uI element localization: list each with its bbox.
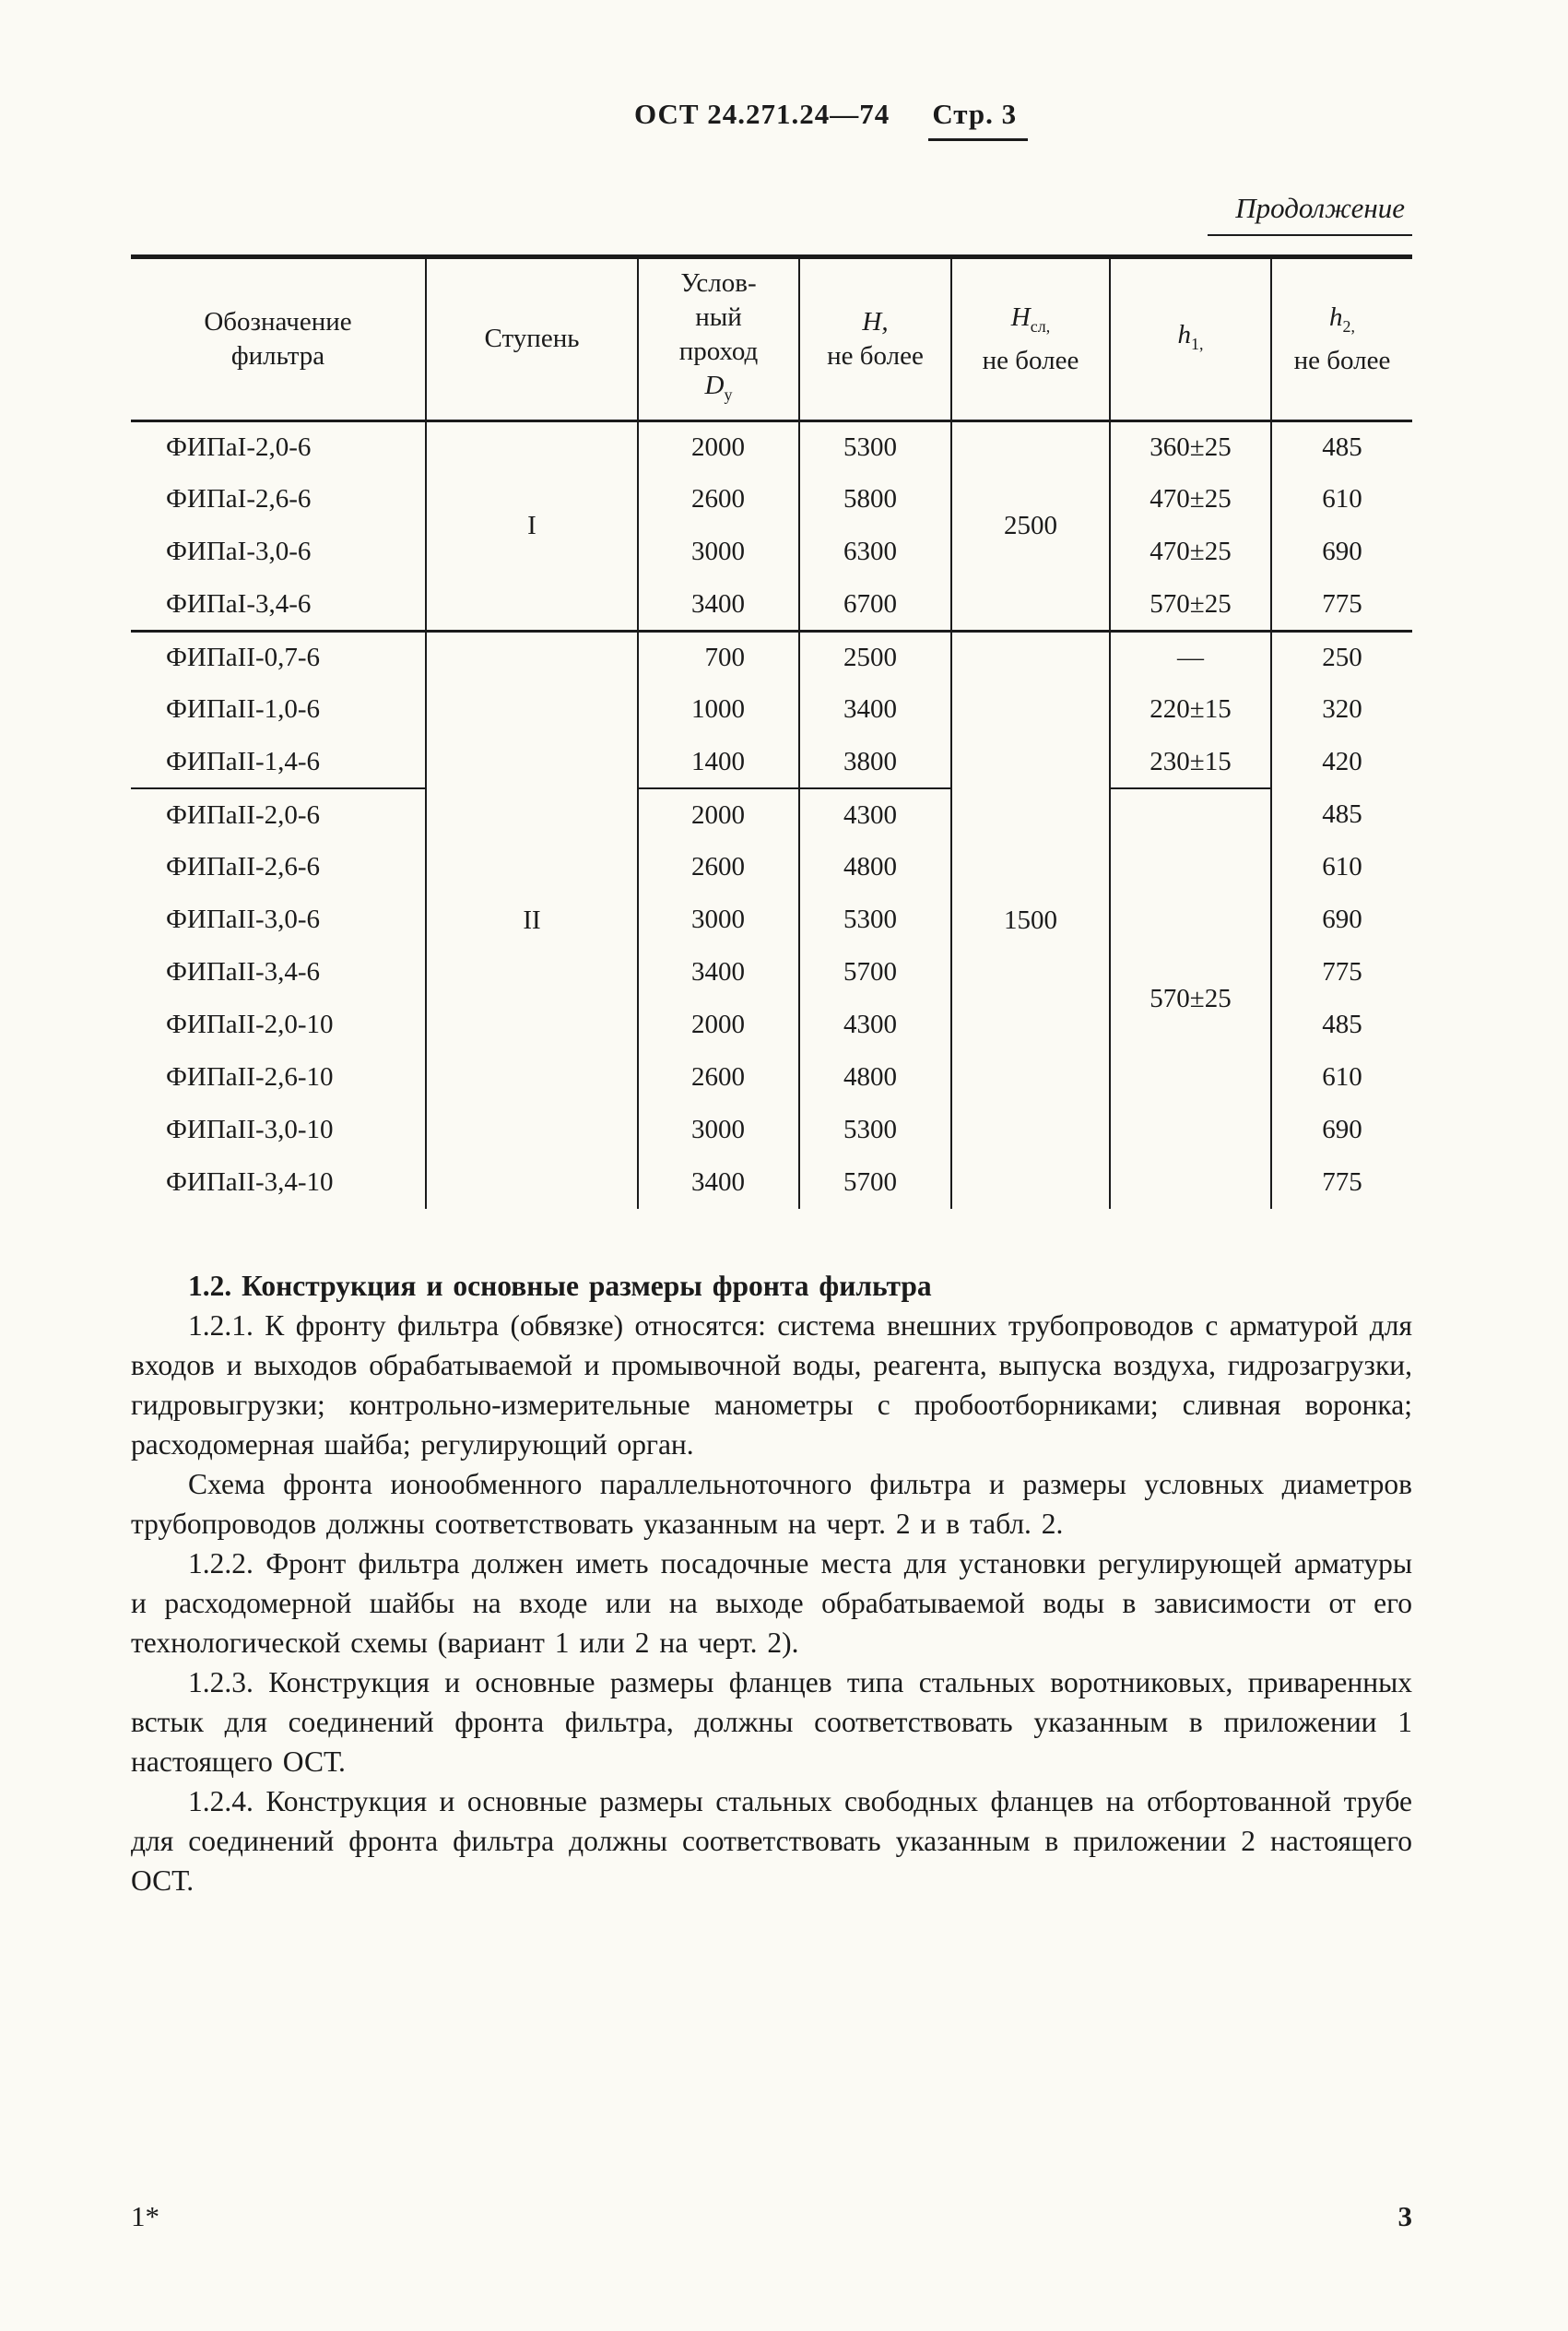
h-cell: 4800: [799, 841, 951, 893]
table-header-row: [131, 257, 1412, 421]
h2-symbol: h: [1329, 302, 1343, 332]
h2-cell: 775: [1271, 1156, 1412, 1209]
filter-designation-cell: ФИПаI-3,0-6: [166, 537, 312, 567]
h-symbol: Н,: [862, 306, 889, 337]
table-row: [131, 736, 1412, 788]
h2-cell: 320: [1271, 683, 1412, 736]
h1-cell: 360±25: [1110, 420, 1271, 473]
du-cell: 3400: [638, 1156, 799, 1209]
footer-page-number: 3: [1397, 2200, 1412, 2232]
paragraph-1-2-3: 1.2.3. Конструкция и основные размеры фланцев типа стальных воротниковых, приваренных встык для соединений фронта фильтра, должны соответствовать указанным в приложении 1 настоящего ОСТ.: [131, 1666, 1412, 1779]
h1-cell: 570±25: [1110, 578, 1271, 631]
hsl-cell: 1500: [951, 631, 1110, 1209]
table-row: [131, 631, 1412, 683]
hsl-cell: 2500: [951, 420, 1110, 631]
col-header-designation-line2: фильтра: [230, 340, 325, 371]
paragraph-1-2-4: 1.2.4. Конструкция и основные размеры стальных свободных фланцев на отбортованной трубе для соединений фронта фильтра должны соответствовать указанным в приложении 2 настоящего ОСТ.: [131, 1785, 1412, 1898]
du-cell: 700: [638, 631, 799, 683]
col-header-h-line2: не более: [827, 340, 924, 371]
du-cell: 2600: [638, 1051, 799, 1104]
filter-designation-cell: ФИПаII-2,6-6: [166, 852, 321, 882]
col-header-du-line3: проход: [678, 337, 759, 366]
table-row: [131, 578, 1412, 631]
filter-designation-cell: ФИПаII-2,0-6: [166, 799, 321, 830]
table-row: [131, 420, 1412, 473]
continuation-label: Продолжение: [1208, 192, 1412, 236]
page-header: [634, 98, 1028, 141]
h-cell: 4300: [799, 999, 951, 1051]
du-cell: 2000: [638, 999, 799, 1051]
h-cell: 5300: [799, 1104, 951, 1156]
du-cell: 3400: [638, 946, 799, 999]
stage-cell: I: [426, 420, 638, 631]
filter-designation-cell: ФИПаII-2,0-10: [166, 1010, 334, 1040]
du-cell: 3000: [638, 893, 799, 946]
h-cell: 4300: [799, 788, 951, 841]
filter-designation-cell: ФИПаI-2,0-6: [166, 432, 312, 463]
h1-cell: —: [1110, 631, 1271, 683]
h1-cell: 470±25: [1110, 526, 1271, 578]
col-header-h1: [1110, 257, 1271, 421]
h2-cell: 250: [1271, 631, 1412, 683]
du-cell: 3000: [638, 526, 799, 578]
col-header-designation-line1: Обозначение: [204, 306, 352, 337]
du-cell: 2000: [638, 420, 799, 473]
h2-cell: 690: [1271, 526, 1412, 578]
section-heading-1-2: 1.2. Конструкция и основные размеры фронта фильтра: [188, 1270, 932, 1303]
col-header-hsl-line2: не более: [982, 345, 1079, 375]
h1-merged-cell: 570±25: [1110, 788, 1271, 1209]
col-header-stage: [426, 257, 638, 421]
h2-cell: 775: [1271, 578, 1412, 631]
du-cell: 3400: [638, 578, 799, 631]
h-cell: 5700: [799, 946, 951, 999]
filter-designation-cell: ФИПаI-3,4-6: [131, 578, 426, 631]
paragraph-1-2-2: 1.2.2. Фронт фильтра должен иметь посадочные места для установки регулирующей арматуры и расходомерной шайбы на входе или на выходе обрабатываемой воды в зависимости от его технологической схемы (вариант 1 или 2 на черт. 2).: [131, 1547, 1412, 1660]
page-content: [131, 192, 1412, 1900]
body-text: [131, 1266, 1412, 1900]
h-cell: 5300: [799, 893, 951, 946]
col-header-h: [799, 257, 951, 421]
filter-dimensions-table: [131, 254, 1412, 1209]
h-cell: 5300: [799, 420, 951, 473]
h-cell: 4800: [799, 1051, 951, 1104]
page-footer: [131, 2200, 1412, 2233]
h2-cell: 690: [1271, 1104, 1412, 1156]
h1-cell: 230±15: [1110, 736, 1271, 788]
doc-number: ОСТ 24.271.24—74: [634, 98, 890, 130]
filter-designation-cell: ФИПаII-3,0-10: [166, 1115, 334, 1145]
h1-cell: 220±15: [1110, 683, 1271, 736]
h1-symbol: h: [1177, 319, 1191, 349]
du-cell: 3000: [638, 1104, 799, 1156]
h2-cell: 485: [1271, 420, 1412, 473]
h2-cell: 485: [1271, 999, 1412, 1051]
col-header-du: [638, 257, 799, 421]
h2-cell: 610: [1271, 841, 1412, 893]
page-number-label: Стр. 3: [928, 98, 1028, 141]
paragraph-scheme: Схема фронта ионообменного параллельноточного фильтра и размеры условных диаметров трубопроводов должны соответствовать указанным на черт. 2 и в табл. 2.: [131, 1468, 1412, 1541]
filter-designation-cell: ФИПаII-2,6-10: [166, 1062, 334, 1093]
h-cell: 6300: [799, 526, 951, 578]
du-cell: 1000: [638, 683, 799, 736]
filter-designation-cell: ФИПаII-3,4-10: [166, 1167, 334, 1198]
filter-designation-cell: ФИПаII-3,0-6: [166, 905, 321, 935]
h2-cell: 610: [1271, 473, 1412, 526]
filter-designation-cell: ФИПаI-2,6-6: [166, 484, 312, 515]
filter-designation-cell: ФИПаII-1,4-6: [131, 736, 426, 788]
h-cell: 3400: [799, 683, 951, 736]
footer-signature-mark: 1*: [131, 2200, 159, 2232]
stage-cell: II: [426, 631, 638, 1209]
col-header-h2-line2: не более: [1293, 345, 1391, 375]
h2-cell: 485: [1271, 788, 1412, 841]
h-cell: 5700: [799, 1156, 951, 1209]
h1-cell: 470±25: [1110, 473, 1271, 526]
h-cell: 3800: [799, 736, 951, 788]
filter-designation-cell: ФИПаII-3,4-6: [166, 957, 321, 988]
h-cell: 6700: [799, 578, 951, 631]
h-cell: 5800: [799, 473, 951, 526]
h-cell: 2500: [799, 631, 951, 683]
col-header-du-line2: ный: [695, 302, 742, 332]
table-row: [131, 473, 1412, 526]
col-header-stage-label: Ступень: [484, 324, 580, 354]
h2-cell: 775: [1271, 946, 1412, 999]
filter-designation-cell: ФИПаII-0,7-6: [166, 643, 321, 673]
h1-symbol-subscript: 1,: [1191, 334, 1204, 353]
table-row: [131, 788, 1412, 841]
du-symbol-subscript: у: [724, 385, 733, 404]
du-cell: 1400: [638, 736, 799, 788]
paragraph-1-2-1: 1.2.1. К фронту фильтра (обвязке) относятся: система внешних трубопроводов с арматурой для входов и выходов обрабатываемой и промывочной воды, реагента, выпуска воздуха, гидрозагрузки, гидровыгрузки; контрольно-измерительные манометры с пробоотборниками; сливная воронка; расходомерная шайба; регулирующий орган.: [131, 1309, 1412, 1461]
table-row: [131, 526, 1412, 578]
table-row: [131, 683, 1412, 736]
continuation-line: [131, 192, 1412, 236]
du-cell: 2600: [638, 841, 799, 893]
du-cell: 2600: [638, 473, 799, 526]
col-header-h2: [1271, 257, 1412, 421]
du-cell: 2000: [638, 788, 799, 841]
col-header-du-line1: Услов-: [680, 268, 757, 298]
du-symbol: D: [704, 371, 725, 400]
col-header-hsl: [951, 257, 1110, 421]
col-header-designation: [131, 257, 426, 421]
hsl-symbol-subscript: сл,: [1030, 316, 1051, 336]
h2-cell: 610: [1271, 1051, 1412, 1104]
h2-symbol-subscript: 2,: [1342, 316, 1355, 336]
h2-cell: 690: [1271, 893, 1412, 946]
filter-designation-cell: ФИПаII-1,0-6: [166, 694, 321, 725]
hsl-symbol: Н: [1010, 302, 1031, 332]
h2-cell: 420: [1271, 736, 1412, 788]
